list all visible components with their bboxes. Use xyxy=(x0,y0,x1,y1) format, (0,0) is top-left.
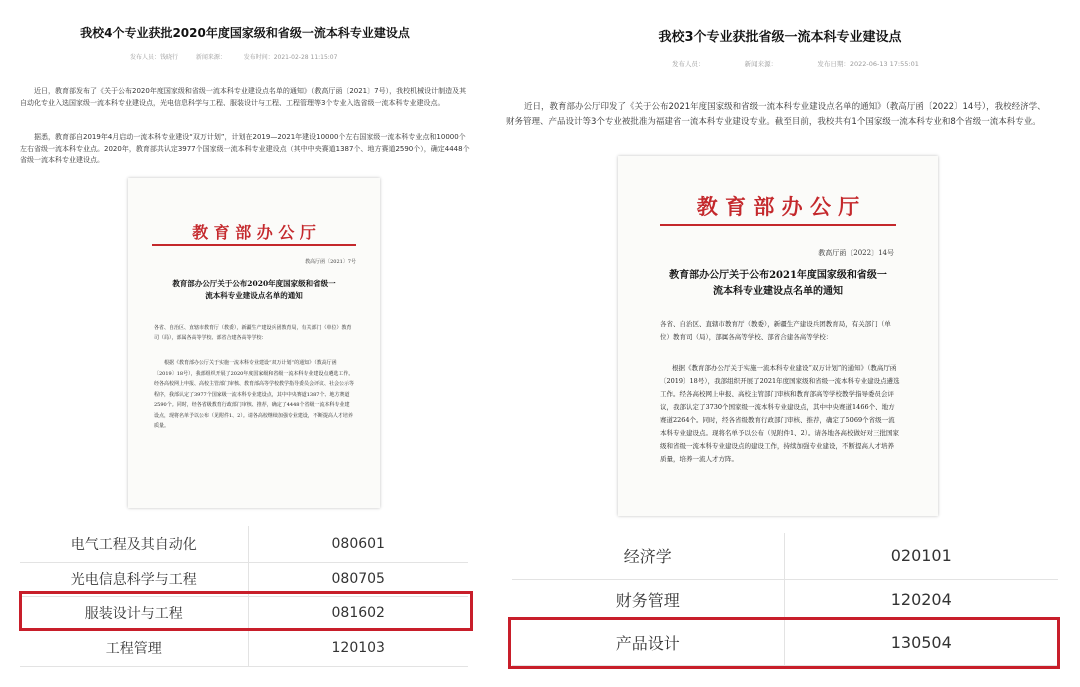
major-name: 光电信息科学与工程 xyxy=(20,562,248,596)
major-name: 工程管理 xyxy=(20,630,248,666)
table-row xyxy=(20,526,468,562)
major-name: 电气工程及其自动化 xyxy=(20,526,248,562)
major-code: 120204 xyxy=(784,579,1058,619)
left-doc-ref: 教高厅函〔2021〕7号 xyxy=(305,259,356,265)
table-row xyxy=(512,533,1058,579)
left-article-meta xyxy=(130,52,337,61)
left-paragraph-1: 近日，教育部发布了《关于公布2020年度国家级和省级一流本科专业建设点名单的通知》（教高厅函〔2021〕7号），我校机械设计制造及其自动化专业入选国家级一流本科专业建设点，光电信息科学与工程、服装设计与工程、工程管理等3个专业入选省级一流本科专业建设点。 xyxy=(20,87,467,107)
right-doc-body: 根据《教育部办公厅关于实施一流本科专业建设“双万计划”的通知》（教高厅函〔2019〕18号），我部组织开展了2021年度国家级和省级一流本科专业建设点遴选工作。经各高校网上申报、高校主管部门审核和教育部高等学校教学指导委员会评议，我部认定了3730个国家级一流本科专业建设点，其中中央赛道1466个、地方赛道2264个。同时，经各省级教育行政部门审核、推荐，确定了5069个省级一流本科专业建设点。现将名单予以公布（见附件1、2）。请各地各高校做好对三批国家级和省级一流本科专业建设点的建设工作，持续加强专业建设，不断提高人才培养质量，培养一流人才方阵。 xyxy=(660,364,900,463)
right-meta-publisher: 发布人员： xyxy=(672,60,705,68)
major-code: 020101 xyxy=(784,533,1058,579)
right-doc-office: 教 育 部 办 公 厅 xyxy=(696,194,860,219)
major-code: 081602 xyxy=(248,596,468,630)
left-meta-source: 新闻来源： xyxy=(195,54,226,61)
major-code: 080601 xyxy=(248,526,468,562)
right-article-title: 我校3个专业获批省级一流本科专业建设点 xyxy=(658,30,902,45)
table-row xyxy=(20,630,468,666)
left-paragraph-2: 据悉，教育部自2019年4月启动一流本科专业建设“双万计划”，计划在2019—2021年建设10000个左右国家级一流本科专业点和10000个左右省级一流本科专业点。2020年，教育部共认定3977个国家级一流本科专业建设点（其中中央赛道1387个、地方赛道2590个），确定4448个省级一流本科专业建设点。 xyxy=(20,133,470,164)
left-doc-office: 教 育 部 办 公 厅 xyxy=(192,223,316,242)
right-article-meta xyxy=(672,59,919,68)
right-meta-date: 发布日期：2022-06-13 17:55:01 xyxy=(817,60,919,68)
right-paragraph-1: 近日，教育部办公厅印发了《关于公布2021年度国家级和省级一流本科专业建设点名单的通知》（教高厅函〔2022〕14号），我校经济学、财务管理、产品设计等3个专业被批准为福建省一流本科专业建设专业。截至目前，我校共有1个国家级一流本科专业和8个省级一流本科专业。 xyxy=(506,102,1046,127)
major-name: 经济学 xyxy=(512,533,784,579)
left-meta-date: 发布时间：2021-02-28 11:15:07 xyxy=(243,54,338,61)
left-doc-salutation: 各省、自治区、直辖市教育厅（教委），新疆生产建设兵团教育局，有关部门（单位）教育司（局），部属各高等学校、部省合建各高等学校： xyxy=(154,325,352,341)
table-row xyxy=(512,579,1058,619)
major-name: 财务管理 xyxy=(512,579,784,619)
major-name: 服装设计与工程 xyxy=(20,596,248,630)
left-doc-body: 根据《教育部办公厅关于实施一流本科专业建设“双万计划”的通知》（教高厅函〔2019〕18号），我部组织开展了2020年度国家级和省级一流本科专业建设点遴选工作。经各高校网上申报、高校主管部门审核、教育部高等学校教学指导委员会评议、社会公示等程序，我部认定了3977个国家级一流本科专业建设点，其中中央赛道1387个、地方赛道2590个。同时，经各省级教育行政部门审核、推荐，确定了4448个省级一流本科专业建设点，现将名单予以公布（见附件1、2）。请各高校继续加强专业建设，不断提高人才培养质量。 xyxy=(154,360,354,429)
right-doc-heading: 教育部办公厅关于公布2021年度国家级和省级一流本科专业建设点名单的通知 xyxy=(669,270,887,297)
left-meta-publisher: 发布人员：钱晓行 xyxy=(130,54,179,61)
right-meta-source: 新闻来源： xyxy=(744,60,778,68)
left-scanned-notice xyxy=(128,178,380,508)
major-code: 080705 xyxy=(248,562,468,596)
left-highlight-box xyxy=(19,591,473,631)
major-code: 120103 xyxy=(248,630,468,666)
right-highlight-box xyxy=(508,617,1060,669)
left-doc-heading: 教育部办公厅关于公布2020年度国家级和省级一流本科专业建设点名单的通知 xyxy=(172,279,336,300)
right-doc-salutation: 各省、自治区、直辖市教育厅（教委），新疆生产建设兵团教育局，有关部门（单位）教育司（局），部属各高等学校、部省合建各高等学校： xyxy=(660,320,891,341)
left-doc-red-line xyxy=(152,244,356,246)
right-scanned-notice xyxy=(618,156,938,516)
right-doc-red-line xyxy=(660,224,896,226)
major-name: 产品设计 xyxy=(512,619,784,665)
major-code: 130504 xyxy=(784,619,1058,665)
right-doc-ref: 教高厅函〔2022〕14号 xyxy=(818,249,894,257)
left-article-title: 我校4个专业获批2020年度国家级和省级一流本科专业建设点 xyxy=(80,26,410,40)
